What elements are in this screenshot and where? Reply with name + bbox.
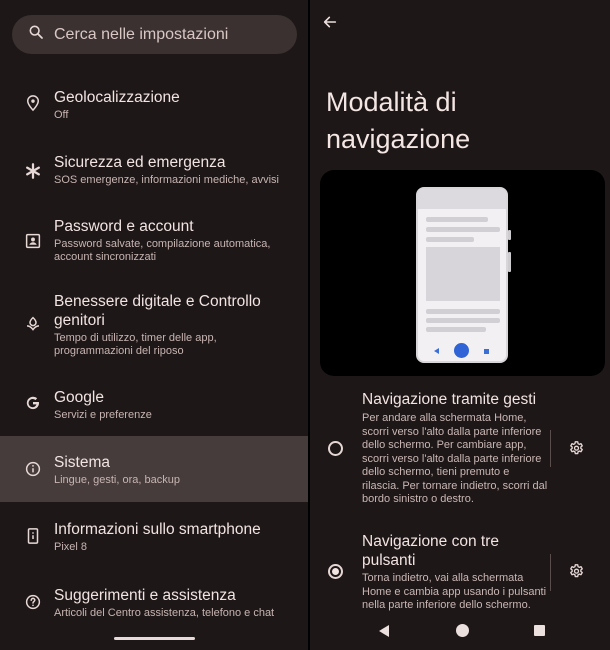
google-icon (24, 394, 42, 412)
settings-item-title: Benessere digitale e Controllo genitori (54, 293, 261, 329)
settings-item-subtitle: SOS emergenze, informazioni mediche, avvisi (54, 174, 279, 186)
phone-back-icon (434, 348, 439, 354)
option-separator (550, 554, 551, 591)
settings-item-system[interactable] (0, 436, 308, 502)
help-icon (24, 593, 42, 611)
phone-recents-icon (484, 349, 489, 354)
settings-item-subtitle: Off (54, 109, 69, 121)
settings-item-title: Informazioni sullo smartphone (54, 521, 261, 538)
option-gesture-navigation[interactable] (310, 390, 610, 510)
gesture-handle[interactable] (114, 637, 195, 640)
phone-text-line (426, 237, 474, 242)
search-bar[interactable] (12, 15, 297, 54)
settings-item-digital-wellbeing[interactable] (0, 288, 308, 368)
settings-item-subtitle: Lingue, gesti, ora, backup (54, 474, 180, 486)
wellbeing-icon (24, 315, 42, 333)
phone-side-button (508, 230, 511, 240)
nav-recents-icon[interactable] (534, 625, 545, 636)
settings-item-safety[interactable] (0, 149, 308, 199)
nav-home-icon[interactable] (456, 624, 469, 637)
option-description: Torna indietro, vai alla schermata Home e cambia app usando i pulsanti nella parte inferiore dello schermo. (362, 572, 547, 611)
phone-nav-bar (418, 341, 506, 361)
info-icon (24, 460, 42, 478)
option-title: Navigazione con tre pulsanti (362, 533, 499, 569)
settings-item-title: Google (54, 389, 104, 406)
settings-item-title: Geolocalizzazione (54, 89, 180, 106)
phone-text-line (426, 309, 500, 314)
option-title: Navigazione tramite gesti (362, 391, 537, 408)
settings-item-title: Sistema (54, 454, 110, 471)
phone-app-bar (418, 189, 506, 209)
location-pin-icon (24, 94, 42, 112)
option-description: Per andare alla schermata Home, scorri verso l'alto dalla parte inferiore dello schermo. Per cambiare app, scorri verso l'alto dalla parte inferiore dello schermo, tieni premuto e rilascia. Per tornare indietro, scorri dal bordo sinistro o destro. (362, 412, 548, 505)
phone-info-icon (24, 527, 42, 545)
gear-icon[interactable] (568, 440, 585, 457)
settings-item-passwords-accounts[interactable] (0, 213, 308, 273)
settings-item-subtitle: Articoli del Centro assistenza, telefono e chat (54, 607, 275, 619)
radio-gesture-navigation[interactable] (328, 441, 343, 456)
back-arrow-icon[interactable] (322, 14, 338, 30)
option-three-button-navigation[interactable] (310, 532, 610, 614)
asterisk-icon (24, 162, 42, 180)
settings-item-subtitle: Servizi e preferenze (54, 409, 152, 421)
settings-item-subtitle: Tempo di utilizzo, timer delle app, programmazioni del riposo (54, 332, 217, 357)
settings-item-help[interactable] (0, 582, 308, 632)
radio-three-button-navigation[interactable] (328, 564, 343, 579)
search-placeholder: Cerca nelle impostazioni (54, 25, 229, 43)
phone-text-line (426, 217, 488, 222)
settings-item-google[interactable] (0, 384, 308, 434)
settings-item-about-phone[interactable] (0, 516, 308, 566)
settings-item-subtitle: Password salvate, compilazione automatica, account sincronizzati (54, 238, 271, 263)
option-separator (550, 430, 551, 467)
settings-item-location[interactable] (0, 84, 308, 134)
phone-text-line (426, 318, 500, 323)
settings-item-title: Sicurezza ed emergenza (54, 154, 226, 171)
gear-icon[interactable] (568, 563, 585, 580)
settings-item-title: Password e account (54, 218, 194, 235)
navigation-mode-pane (310, 0, 610, 650)
navigation-illustration (320, 170, 605, 376)
phone-text-line (426, 327, 486, 332)
system-nav-bar (310, 618, 610, 648)
search-icon (28, 24, 44, 45)
nav-back-icon[interactable] (379, 625, 389, 637)
phone-image-block (426, 247, 500, 301)
settings-item-title: Suggerimenti e assistenza (54, 587, 236, 604)
settings-item-subtitle: Pixel 8 (54, 541, 88, 553)
account-box-icon (24, 232, 42, 250)
page-title: Modalità di navigazione (326, 87, 471, 154)
phone-side-button (508, 252, 511, 272)
phone-text-line (426, 227, 500, 232)
phone-home-icon (454, 343, 469, 358)
phone-mockup (416, 187, 508, 363)
